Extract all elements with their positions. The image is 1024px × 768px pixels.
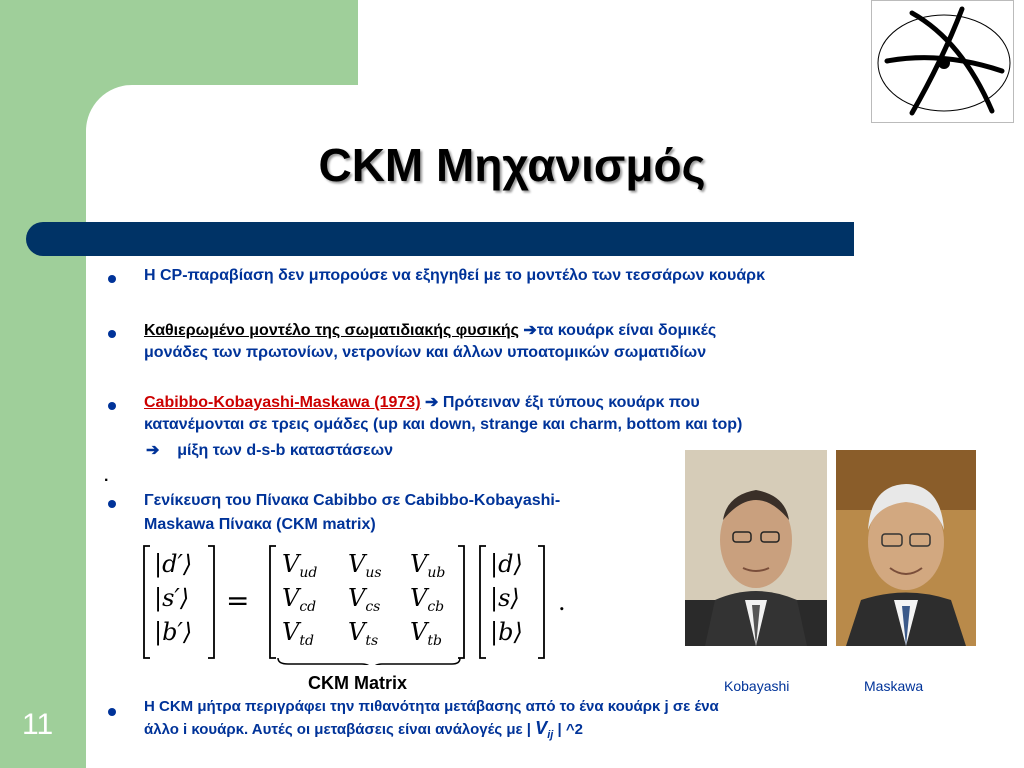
standard-model-term: Καθιερωμένο μοντέλο της σωματιδιακής φυσικής	[144, 322, 519, 339]
bullet-3-rest: Πρότειναν έξι τύπους κουάρκ που	[442, 394, 700, 411]
ckm-matrix-label: CKM Matrix	[308, 673, 408, 693]
ckm-matrix-equation	[140, 540, 580, 670]
v-symbol: V	[535, 718, 548, 738]
rhs-d: |d⟩	[490, 550, 523, 578]
v-cs: $V_{cs}$	[348, 584, 381, 615]
bullet-4-line2: Maskawa Πίνακα (CKM matrix)	[144, 516, 376, 533]
stray-dot: .	[104, 468, 109, 485]
rhs-s: |s⟩	[490, 584, 520, 612]
bullet-dot	[108, 270, 120, 282]
bullet-5-line2	[144, 717, 583, 746]
bullet-dot	[108, 325, 120, 337]
slide-title: CKM Μηχανισμός	[318, 139, 706, 191]
bullet-dot	[108, 703, 120, 715]
ckm-authors: Cabibbo-Kobayashi-Maskawa (1973)	[144, 394, 421, 411]
arrow-right-icon: ➔	[424, 394, 439, 411]
bullet-1-text: Η CP-παραβίαση δεν μπορούσε να εξηγηθεί με το μοντέλο των τεσσάρων κουάρκ	[144, 267, 765, 284]
lhs-b: |b′⟩	[154, 618, 193, 646]
v-tb: $V_{tb}$	[410, 618, 442, 649]
maskawa-photo	[836, 450, 976, 646]
bullet-5-line1: Η CKM μήτρα περιγράφει την πιθανότητα μετάβασης από το ένα κουάρκ j σε ένα	[144, 698, 719, 715]
mixing-text: μίξη των d-s-b καταστάσεων	[177, 442, 394, 459]
maskawa-caption: Maskawa	[864, 678, 924, 694]
v-ud: $V_{ud}$	[282, 550, 318, 581]
bullet-5-post: | ^2	[557, 721, 583, 738]
lhs-s: |s′⟩	[154, 584, 190, 612]
bullet-3-line1	[144, 392, 700, 414]
kobayashi-photo	[685, 450, 827, 646]
bullet-5-pre: άλλο i κουάρκ. Αυτές οι μεταβάσεις είναι ανάλογές με |	[144, 721, 531, 738]
bullet-4-line1: Γενίκευση του Πίνακα Cabibbo σε Cabibbo-Kobayashi-	[144, 492, 561, 509]
kobayashi-caption: Kobayashi	[724, 678, 790, 694]
equals-sign: =	[226, 584, 250, 617]
arrow-right-icon: ➔	[146, 442, 160, 459]
green-corner	[0, 0, 358, 90]
v-us: $V_{us}$	[348, 550, 382, 581]
lhs-d: |d′⟩	[154, 550, 193, 578]
bullet-dot	[108, 397, 120, 409]
slide-number: 11	[22, 708, 54, 741]
bullet-2-rest: τα κουάρκ είναι δομικές	[536, 322, 717, 339]
bullet-dot	[108, 495, 120, 507]
bullet-3-line2: κατανέμονται σε τρεις ομάδες (up και down, strange και charm, bottom και top)	[144, 416, 743, 433]
rhs-b: |b⟩	[490, 618, 523, 646]
v-td: $V_{td}$	[282, 618, 314, 649]
bullet-3-sub	[146, 440, 393, 462]
title-bar	[26, 222, 854, 256]
v-ts: $V_{ts}$	[348, 618, 379, 649]
bullet-2-line1	[144, 320, 716, 342]
atom-logo	[871, 0, 1014, 123]
v-cb: $V_{cb}$	[410, 584, 445, 615]
arrow-right-icon: ➔	[523, 322, 537, 339]
bullet-2-line2: μονάδες των πρωτονίων, νετρονίων και άλλων υποατομικών σωματιδίων	[144, 344, 707, 361]
v-cd: $V_{cd}$	[282, 584, 317, 615]
v-ub: $V_{ub}$	[410, 550, 446, 581]
v-subscript: ij	[547, 729, 554, 741]
period: .	[558, 588, 566, 616]
